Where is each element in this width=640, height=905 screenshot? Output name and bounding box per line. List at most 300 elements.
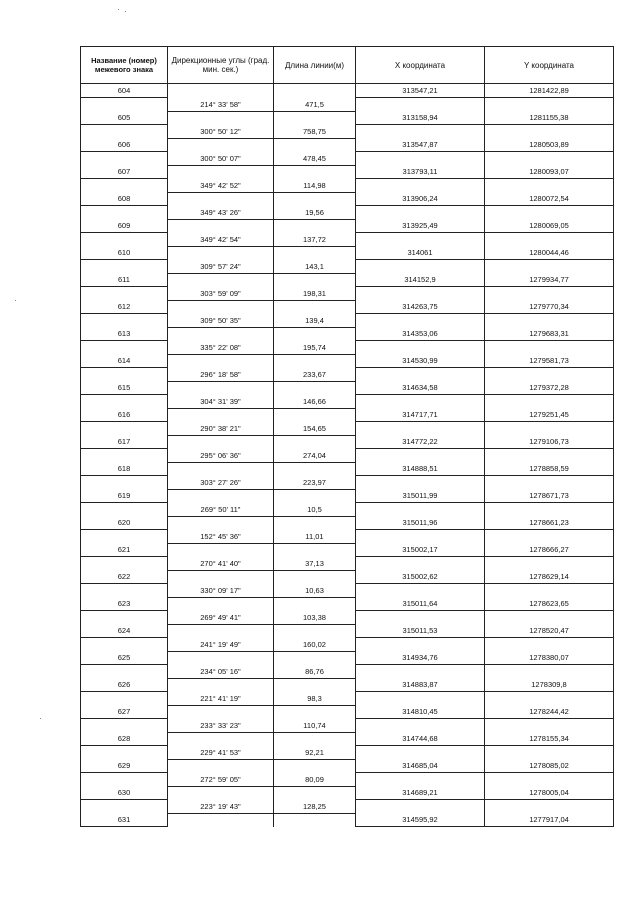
direction-angle: 309° 57' 24": [168, 260, 274, 274]
segment-row: [81, 152, 614, 166]
empty-cell: [356, 530, 485, 544]
direction-angle: 241° 19' 49": [168, 638, 274, 652]
empty-cell: [356, 557, 485, 571]
segment-row: [81, 692, 614, 706]
empty-cell: [81, 287, 168, 301]
x-coordinate: 314717,71: [356, 408, 485, 422]
empty-cell: [274, 678, 356, 692]
point-row: [81, 273, 614, 287]
y-coordinate: 1278244,42: [485, 705, 614, 719]
y-coordinate: 1278661,23: [485, 516, 614, 530]
direction-angle: 349° 42' 54": [168, 233, 274, 247]
y-coordinate: 1278309,8: [485, 678, 614, 692]
empty-cell: [485, 287, 614, 301]
point-row: [81, 84, 614, 98]
x-coordinate: 314595,92: [356, 813, 485, 827]
empty-cell: [485, 530, 614, 544]
point-name: 614: [81, 354, 168, 368]
point-name: 629: [81, 759, 168, 773]
x-coordinate: 314634,58: [356, 381, 485, 395]
line-length: 19,56: [274, 206, 356, 220]
x-coordinate: 314888,51: [356, 462, 485, 476]
scan-speck: [15, 300, 16, 301]
x-coordinate: 313547,87: [356, 138, 485, 152]
segment-row: [81, 368, 614, 382]
y-coordinate: 1281422,89: [485, 84, 614, 98]
direction-angle: 214° 33' 58": [168, 98, 274, 112]
empty-cell: [81, 260, 168, 274]
line-length: 233,67: [274, 368, 356, 382]
empty-cell: [274, 516, 356, 530]
point-name: 609: [81, 219, 168, 233]
table-body: [81, 84, 614, 827]
segment-row: [81, 449, 614, 463]
segment-row: [81, 233, 614, 247]
empty-cell: [168, 354, 274, 368]
point-name: 623: [81, 597, 168, 611]
empty-cell: [81, 638, 168, 652]
empty-cell: [356, 449, 485, 463]
empty-cell: [485, 584, 614, 598]
header-name: Название (номер) межевого знака: [81, 47, 168, 84]
empty-cell: [356, 314, 485, 328]
point-row: [81, 435, 614, 449]
line-length: 146,66: [274, 395, 356, 409]
empty-cell: [274, 732, 356, 746]
empty-cell: [81, 476, 168, 490]
segment-row: [81, 395, 614, 409]
x-coordinate: 314689,21: [356, 786, 485, 800]
empty-cell: [168, 327, 274, 341]
y-coordinate: 1279581,73: [485, 354, 614, 368]
empty-cell: [485, 719, 614, 733]
line-length: 195,74: [274, 341, 356, 355]
empty-cell: [168, 624, 274, 638]
y-coordinate: 1278666,27: [485, 543, 614, 557]
point-name: 624: [81, 624, 168, 638]
x-coordinate: 315002,62: [356, 570, 485, 584]
empty-cell: [168, 138, 274, 152]
segment-row: [81, 422, 614, 436]
point-name: 611: [81, 273, 168, 287]
direction-angle: 335° 22' 08": [168, 341, 274, 355]
empty-cell: [274, 462, 356, 476]
empty-cell: [485, 692, 614, 706]
y-coordinate: 1279106,73: [485, 435, 614, 449]
empty-cell: [274, 489, 356, 503]
y-coordinate: 1279683,31: [485, 327, 614, 341]
point-name: 621: [81, 543, 168, 557]
y-coordinate: 1279770,34: [485, 300, 614, 314]
empty-cell: [81, 800, 168, 814]
point-row: [81, 219, 614, 233]
empty-cell: [485, 476, 614, 490]
y-coordinate: 1279934,77: [485, 273, 614, 287]
scan-speck: [40, 718, 41, 719]
segment-row: [81, 503, 614, 517]
empty-cell: [356, 800, 485, 814]
point-name: 630: [81, 786, 168, 800]
line-length: 11,01: [274, 530, 356, 544]
empty-cell: [81, 314, 168, 328]
point-name: 627: [81, 705, 168, 719]
empty-cell: [168, 273, 274, 287]
empty-cell: [168, 165, 274, 179]
empty-cell: [81, 233, 168, 247]
direction-angle: 223° 19' 43": [168, 800, 274, 814]
empty-cell: [485, 314, 614, 328]
empty-cell: [485, 503, 614, 517]
line-length: 274,04: [274, 449, 356, 463]
line-length: 154,65: [274, 422, 356, 436]
empty-cell: [81, 395, 168, 409]
point-row: [81, 813, 614, 827]
direction-angle: 303° 59' 09": [168, 287, 274, 301]
empty-cell: [274, 597, 356, 611]
empty-cell: [356, 395, 485, 409]
y-coordinate: 1278671,73: [485, 489, 614, 503]
empty-cell: [168, 678, 274, 692]
empty-cell: [81, 719, 168, 733]
empty-cell: [81, 773, 168, 787]
empty-cell: [168, 192, 274, 206]
empty-cell: [274, 408, 356, 422]
point-row: [81, 570, 614, 584]
empty-cell: [168, 759, 274, 773]
empty-cell: [274, 165, 356, 179]
empty-cell: [274, 111, 356, 125]
point-row: [81, 678, 614, 692]
point-row: [81, 732, 614, 746]
empty-cell: [168, 651, 274, 665]
segment-row: [81, 773, 614, 787]
direction-angle: 152° 45' 36": [168, 530, 274, 544]
empty-cell: [356, 98, 485, 112]
line-length: 103,38: [274, 611, 356, 625]
segment-row: [81, 611, 614, 625]
y-coordinate: 1280503,89: [485, 138, 614, 152]
point-name: 605: [81, 111, 168, 125]
empty-cell: [81, 746, 168, 760]
point-row: [81, 462, 614, 476]
x-coordinate: 314152,9: [356, 273, 485, 287]
point-row: [81, 489, 614, 503]
empty-cell: [356, 611, 485, 625]
line-length: 86,76: [274, 665, 356, 679]
empty-cell: [168, 84, 274, 98]
empty-cell: [81, 422, 168, 436]
empty-cell: [168, 786, 274, 800]
y-coordinate: 1278520,47: [485, 624, 614, 638]
point-row: [81, 597, 614, 611]
header-angle: Дирекционные углы (град. мин. сек.): [168, 47, 274, 84]
x-coordinate: 314061: [356, 246, 485, 260]
empty-cell: [356, 773, 485, 787]
point-row: [81, 165, 614, 179]
point-row: [81, 327, 614, 341]
direction-angle: 330° 09' 17": [168, 584, 274, 598]
point-row: [81, 192, 614, 206]
empty-cell: [81, 341, 168, 355]
empty-cell: [356, 476, 485, 490]
scan-speck: [125, 11, 126, 12]
point-name: 604: [81, 84, 168, 98]
point-name: 617: [81, 435, 168, 449]
empty-cell: [274, 246, 356, 260]
empty-cell: [81, 584, 168, 598]
y-coordinate: 1278623,65: [485, 597, 614, 611]
segment-row: [81, 179, 614, 193]
empty-cell: [356, 179, 485, 193]
segment-row: [81, 476, 614, 490]
x-coordinate: 314744,68: [356, 732, 485, 746]
x-coordinate: 314934,76: [356, 651, 485, 665]
line-length: 137,72: [274, 233, 356, 247]
x-coordinate: 314353,06: [356, 327, 485, 341]
x-coordinate: 314530,99: [356, 354, 485, 368]
empty-cell: [81, 530, 168, 544]
direction-angle: 229° 41' 53": [168, 746, 274, 760]
empty-cell: [485, 206, 614, 220]
empty-cell: [485, 422, 614, 436]
empty-cell: [274, 327, 356, 341]
empty-cell: [356, 746, 485, 760]
empty-cell: [168, 570, 274, 584]
point-row: [81, 516, 614, 530]
segment-row: [81, 557, 614, 571]
segment-row: [81, 341, 614, 355]
direction-angle: 300° 50' 07": [168, 152, 274, 166]
empty-cell: [274, 219, 356, 233]
point-row: [81, 408, 614, 422]
boundary-points-table: [80, 46, 614, 827]
empty-cell: [274, 624, 356, 638]
point-name: 606: [81, 138, 168, 152]
line-length: 80,09: [274, 773, 356, 787]
direction-angle: 233° 33' 23": [168, 719, 274, 733]
line-length: 92,21: [274, 746, 356, 760]
point-row: [81, 705, 614, 719]
header-length: Длина линии(м): [274, 47, 356, 84]
empty-cell: [485, 260, 614, 274]
empty-cell: [485, 341, 614, 355]
line-length: 223,97: [274, 476, 356, 490]
empty-cell: [168, 300, 274, 314]
table-header-row: [81, 47, 614, 84]
empty-cell: [356, 341, 485, 355]
segment-row: [81, 719, 614, 733]
empty-cell: [274, 759, 356, 773]
line-length: 114,98: [274, 179, 356, 193]
x-coordinate: 315002,17: [356, 543, 485, 557]
empty-cell: [356, 152, 485, 166]
segment-row: [81, 206, 614, 220]
empty-cell: [356, 206, 485, 220]
x-coordinate: 315011,99: [356, 489, 485, 503]
empty-cell: [356, 692, 485, 706]
empty-cell: [81, 206, 168, 220]
empty-cell: [81, 368, 168, 382]
segment-row: [81, 800, 614, 814]
direction-angle: 300° 50' 12": [168, 125, 274, 139]
segment-row: [81, 638, 614, 652]
point-row: [81, 624, 614, 638]
line-length: 198,31: [274, 287, 356, 301]
point-row: [81, 543, 614, 557]
empty-cell: [168, 111, 274, 125]
empty-cell: [168, 489, 274, 503]
empty-cell: [274, 705, 356, 719]
point-name: 620: [81, 516, 168, 530]
direction-angle: 290° 38' 21": [168, 422, 274, 436]
empty-cell: [485, 773, 614, 787]
empty-cell: [274, 435, 356, 449]
empty-cell: [485, 125, 614, 139]
direction-angle: 309° 50' 35": [168, 314, 274, 328]
x-coordinate: 314685,04: [356, 759, 485, 773]
empty-cell: [81, 125, 168, 139]
line-length: 128,25: [274, 800, 356, 814]
x-coordinate: 314263,75: [356, 300, 485, 314]
direction-angle: 295° 06' 36": [168, 449, 274, 463]
y-coordinate: 1281155,38: [485, 111, 614, 125]
empty-cell: [356, 260, 485, 274]
line-length: 478,45: [274, 152, 356, 166]
empty-cell: [274, 651, 356, 665]
y-coordinate: 1279251,45: [485, 408, 614, 422]
empty-cell: [274, 570, 356, 584]
y-coordinate: 1278085,02: [485, 759, 614, 773]
y-coordinate: 1280072,54: [485, 192, 614, 206]
point-name: 619: [81, 489, 168, 503]
empty-cell: [485, 800, 614, 814]
point-row: [81, 381, 614, 395]
empty-cell: [168, 543, 274, 557]
line-length: 10,5: [274, 503, 356, 517]
empty-cell: [356, 125, 485, 139]
empty-cell: [81, 665, 168, 679]
empty-cell: [274, 300, 356, 314]
x-coordinate: 314810,45: [356, 705, 485, 719]
direction-angle: 272° 59' 05": [168, 773, 274, 787]
y-coordinate: 1279372,28: [485, 381, 614, 395]
empty-cell: [168, 246, 274, 260]
line-length: 160,02: [274, 638, 356, 652]
point-name: 613: [81, 327, 168, 341]
segment-row: [81, 260, 614, 274]
point-row: [81, 246, 614, 260]
point-name: 610: [81, 246, 168, 260]
empty-cell: [356, 665, 485, 679]
empty-cell: [485, 368, 614, 382]
direction-angle: 270° 41' 40": [168, 557, 274, 571]
direction-angle: 221° 41' 19": [168, 692, 274, 706]
empty-cell: [168, 732, 274, 746]
empty-cell: [274, 543, 356, 557]
x-coordinate: 313906,24: [356, 192, 485, 206]
x-coordinate: 314772,22: [356, 435, 485, 449]
point-name: 612: [81, 300, 168, 314]
empty-cell: [274, 381, 356, 395]
empty-cell: [168, 408, 274, 422]
empty-cell: [81, 611, 168, 625]
empty-cell: [81, 98, 168, 112]
empty-cell: [485, 152, 614, 166]
point-name: 616: [81, 408, 168, 422]
direction-angle: 349° 42' 52": [168, 179, 274, 193]
empty-cell: [356, 638, 485, 652]
empty-cell: [274, 813, 356, 827]
segment-row: [81, 746, 614, 760]
y-coordinate: 1278005,04: [485, 786, 614, 800]
empty-cell: [485, 179, 614, 193]
point-name: 625: [81, 651, 168, 665]
empty-cell: [485, 233, 614, 247]
empty-cell: [81, 557, 168, 571]
empty-cell: [485, 449, 614, 463]
point-name: 615: [81, 381, 168, 395]
direction-angle: 349° 43' 26": [168, 206, 274, 220]
point-name: 626: [81, 678, 168, 692]
point-row: [81, 759, 614, 773]
empty-cell: [81, 152, 168, 166]
point-row: [81, 300, 614, 314]
empty-cell: [356, 233, 485, 247]
segment-row: [81, 125, 614, 139]
direction-angle: 304° 31' 39": [168, 395, 274, 409]
empty-cell: [274, 138, 356, 152]
y-coordinate: 1278858,59: [485, 462, 614, 476]
segment-row: [81, 530, 614, 544]
x-coordinate: 314883,87: [356, 678, 485, 692]
y-coordinate: 1280093,07: [485, 165, 614, 179]
empty-cell: [81, 503, 168, 517]
line-length: 98,3: [274, 692, 356, 706]
line-length: 471,5: [274, 98, 356, 112]
segment-row: [81, 98, 614, 112]
point-row: [81, 111, 614, 125]
empty-cell: [274, 354, 356, 368]
empty-cell: [168, 435, 274, 449]
empty-cell: [485, 611, 614, 625]
direction-angle: 269° 50' 11": [168, 503, 274, 517]
y-coordinate: 1278380,07: [485, 651, 614, 665]
direction-angle: 234° 05' 16": [168, 665, 274, 679]
empty-cell: [168, 813, 274, 827]
empty-cell: [168, 597, 274, 611]
empty-cell: [356, 503, 485, 517]
empty-cell: [274, 786, 356, 800]
direction-angle: 296° 18' 58": [168, 368, 274, 382]
point-name: 631: [81, 813, 168, 827]
segment-row: [81, 287, 614, 301]
y-coordinate: 1278629,14: [485, 570, 614, 584]
y-coordinate: 1280044,46: [485, 246, 614, 260]
x-coordinate: 313547,21: [356, 84, 485, 98]
x-coordinate: 313925,49: [356, 219, 485, 233]
line-length: 10,63: [274, 584, 356, 598]
empty-cell: [81, 449, 168, 463]
direction-angle: 269° 49' 41": [168, 611, 274, 625]
empty-cell: [485, 557, 614, 571]
direction-angle: 303° 27' 26": [168, 476, 274, 490]
line-length: 110,74: [274, 719, 356, 733]
empty-cell: [356, 287, 485, 301]
empty-cell: [274, 192, 356, 206]
empty-cell: [485, 98, 614, 112]
point-name: 608: [81, 192, 168, 206]
empty-cell: [81, 692, 168, 706]
